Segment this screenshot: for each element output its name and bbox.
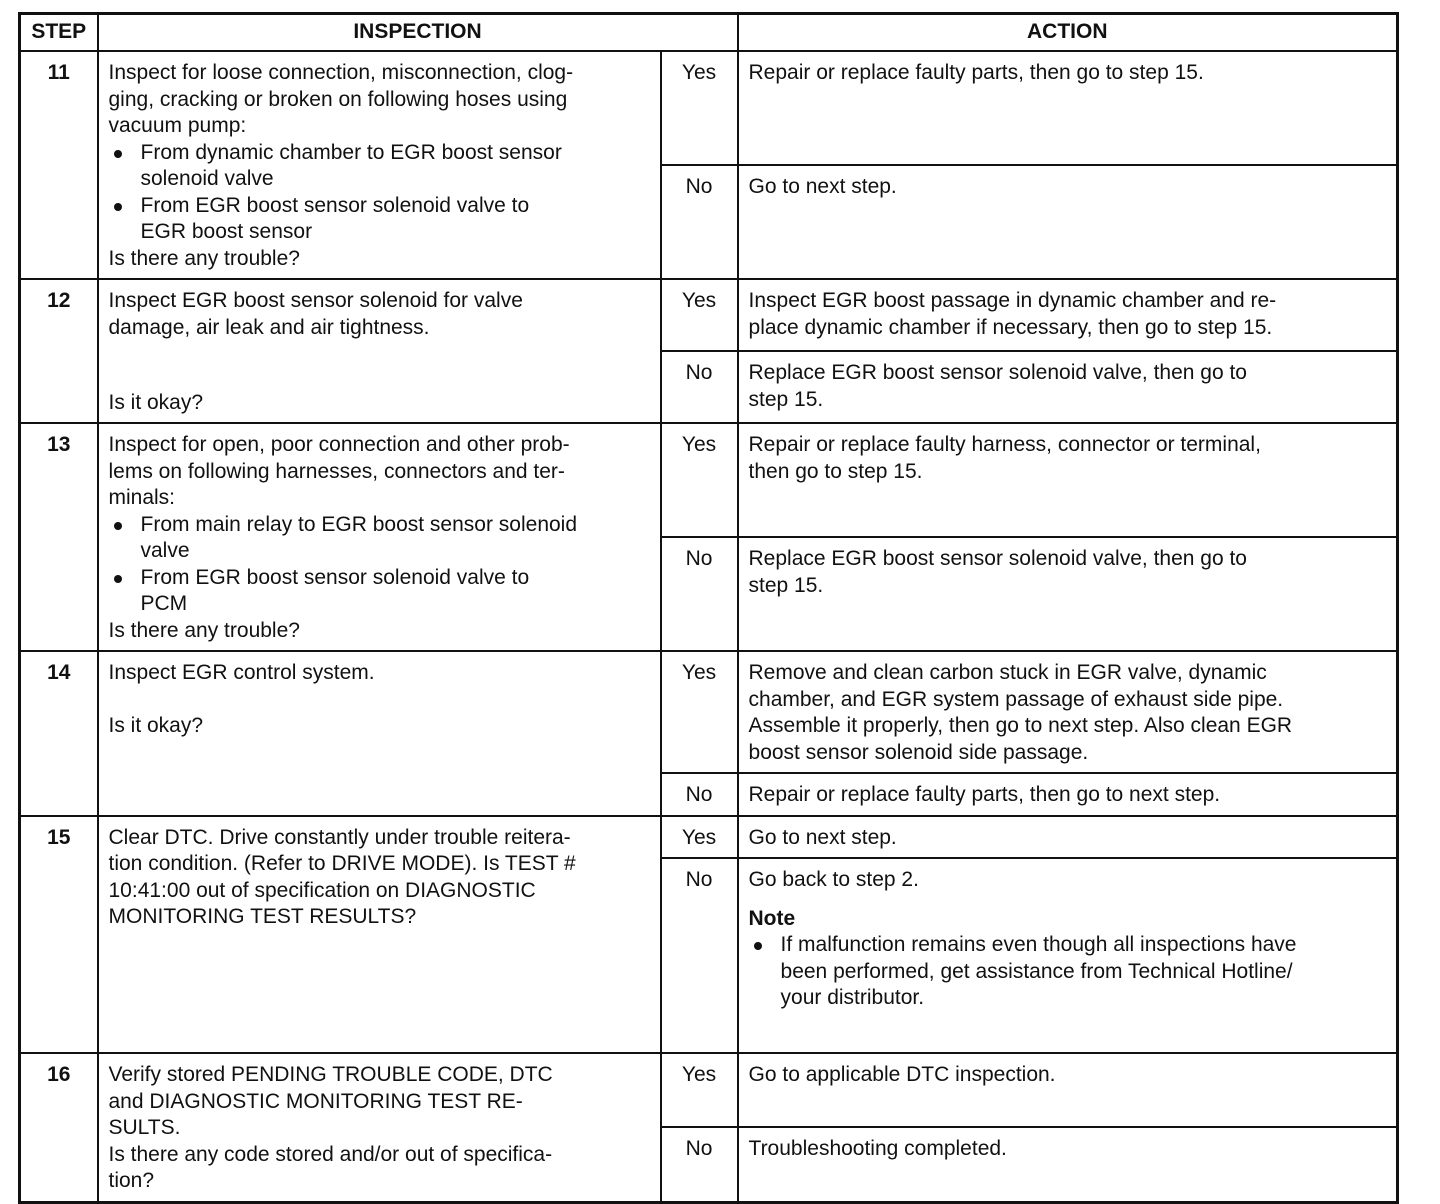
yes-label: Yes (661, 816, 738, 859)
inspection-text (98, 816, 661, 1054)
step-number: 12 (20, 279, 98, 423)
bullet-line: solenoid valve (140, 167, 274, 190)
bullet-item (109, 565, 650, 618)
inspection-text (98, 1053, 661, 1202)
inspection-line: lems on following harnesses, connectors and ter- (108, 459, 565, 483)
bullet-item (109, 193, 650, 246)
action-line: chamber, and EGR system passage of exhaust side pipe. (748, 687, 1284, 711)
no-label: No (661, 773, 738, 816)
step-15-yes-row (20, 816, 1398, 859)
action-line: Repair or replace faulty parts, then go to step 15. (748, 61, 1204, 84)
yes-action (738, 1053, 1398, 1127)
yes-label: Yes (661, 279, 738, 351)
action-line: Go to applicable DTC inspection. (748, 1063, 1056, 1086)
step-number: 13 (20, 423, 98, 651)
inspection-question: tion? (108, 1169, 155, 1192)
inspection-question: Is there any trouble? (108, 618, 300, 642)
action-line: Go back to step 2. (748, 868, 919, 891)
step-number: 16 (20, 1053, 98, 1202)
inspection-line: minals: (108, 486, 176, 509)
step-13-yes-row (20, 423, 1398, 537)
no-label: No (661, 165, 738, 279)
no-action (738, 773, 1398, 816)
action-line: Replace EGR boost sensor solenoid valve, then go to (748, 547, 1247, 570)
yes-action (738, 651, 1398, 773)
inspection-question: Is it okay? (108, 714, 204, 737)
step-14-yes-row (20, 651, 1398, 773)
yes-action (738, 51, 1398, 165)
no-action (738, 351, 1398, 423)
action-line: Replace EGR boost sensor solenoid valve, then go to (748, 361, 1247, 384)
bullet-line: PCM (140, 592, 188, 615)
step-number: 11 (20, 51, 98, 279)
inspection-text (98, 51, 661, 279)
yes-label: Yes (661, 1053, 738, 1127)
inspection-line: vacuum pump: (108, 114, 247, 137)
yes-action (738, 816, 1398, 859)
bullet-item (109, 140, 650, 193)
troubleshooting-page (18, 12, 1396, 1192)
inspection-line: ging, cracking or broken on following hoses using (108, 87, 568, 111)
step-16-yes-row (20, 1053, 1398, 1127)
inspection-line: Inspect EGR boost sensor solenoid for valve (108, 289, 523, 312)
action-line: boost sensor solenoid side passage. (748, 740, 1089, 764)
bullet-line: valve (140, 539, 190, 562)
inspection-line: MONITORING TEST RESULTS? (108, 905, 417, 928)
action-line: Repair or replace faulty harness, connector or terminal, (748, 433, 1261, 456)
bullet-line: From EGR boost sensor solenoid valve to (140, 193, 530, 217)
action-line: Remove and clean carbon stuck in EGR valve, dynamic (748, 661, 1267, 684)
inspection-line: Inspect for loose connection, misconnection, clog- (108, 61, 574, 84)
inspection-line: SULTS. (108, 1116, 181, 1139)
inspection-line: and DIAGNOSTIC MONITORING TEST RE- (108, 1089, 523, 1113)
inspection-line: Inspect EGR control system. (108, 661, 375, 684)
header-row (20, 14, 1398, 52)
bullet-item (109, 512, 650, 565)
yes-action (738, 279, 1398, 351)
inspection-question: Is it okay? (108, 390, 204, 414)
action-line: Inspect EGR boost passage in dynamic chamber and re- (748, 289, 1277, 312)
inspection-line: Clear DTC. Drive constantly under trouble reitera- (108, 825, 571, 849)
action-line: step 15. (748, 387, 824, 411)
inspection-header: INSPECTION (98, 14, 738, 52)
yes-action (738, 423, 1398, 537)
action-line: Repair or replace faulty parts, then go to next step. (748, 783, 1221, 806)
inspection-text (98, 279, 661, 423)
no-action (738, 1127, 1398, 1202)
inspection-line: Inspect for open, poor connection and other prob- (108, 433, 570, 456)
bullet-line: your distributor. (780, 986, 925, 1009)
action-line: then go to step 15. (748, 459, 923, 483)
yes-label: Yes (661, 51, 738, 165)
inspection-text (98, 651, 661, 816)
bullet-line: EGR boost sensor (140, 220, 313, 243)
yes-label: Yes (661, 651, 738, 773)
bullet-line: If malfunction remains even though all inspections have (780, 933, 1297, 956)
step-11-yes-row (20, 51, 1398, 165)
inspection-text (98, 423, 661, 651)
action-line: Assemble it properly, then go to next step. Also clean EGR (748, 714, 1293, 737)
action-header: ACTION (738, 14, 1398, 52)
yes-label: Yes (661, 423, 738, 537)
bullet-line: From main relay to EGR boost sensor solenoid (140, 512, 578, 536)
no-action (738, 537, 1398, 651)
no-label: No (661, 351, 738, 423)
step-number: 15 (20, 816, 98, 1054)
note-bullet (749, 932, 1387, 1012)
no-label: No (661, 858, 738, 1053)
no-action (738, 858, 1398, 1053)
note-heading: Note (748, 906, 796, 930)
no-label: No (661, 537, 738, 651)
inspection-line: tion condition. (Refer to DRIVE MODE). Is TEST # (108, 852, 576, 875)
step-header: STEP (20, 14, 98, 52)
action-line: Go to next step. (748, 825, 897, 849)
inspection-line: Verify stored PENDING TROUBLE CODE, DTC (108, 1063, 553, 1086)
no-label: No (661, 1127, 738, 1202)
bullet-line: From dynamic chamber to EGR boost sensor (140, 140, 562, 164)
step-12-yes-row (20, 279, 1398, 351)
no-action (738, 165, 1398, 279)
action-line: Go to next step. (748, 175, 897, 198)
step-number: 14 (20, 651, 98, 816)
troubleshooting-table (18, 12, 1399, 1204)
inspection-question: Is there any trouble? (108, 246, 300, 270)
bullet-line: been performed, get assistance from Technical Hotline/ (780, 959, 1293, 983)
inspection-question: Is there any code stored and/or out of specifica- (108, 1142, 553, 1166)
bullet-line: From EGR boost sensor solenoid valve to (140, 565, 530, 589)
inspection-spacer (109, 687, 650, 714)
action-line: step 15. (748, 573, 824, 597)
action-line: Troubleshooting completed. (748, 1137, 1007, 1161)
inspection-line: damage, air leak and air tightness. (108, 315, 430, 339)
action-line: place dynamic chamber if necessary, then go to step 15. (748, 315, 1273, 339)
inspection-line: 10:41:00 out of specification on DIAGNOSTIC (108, 878, 536, 902)
